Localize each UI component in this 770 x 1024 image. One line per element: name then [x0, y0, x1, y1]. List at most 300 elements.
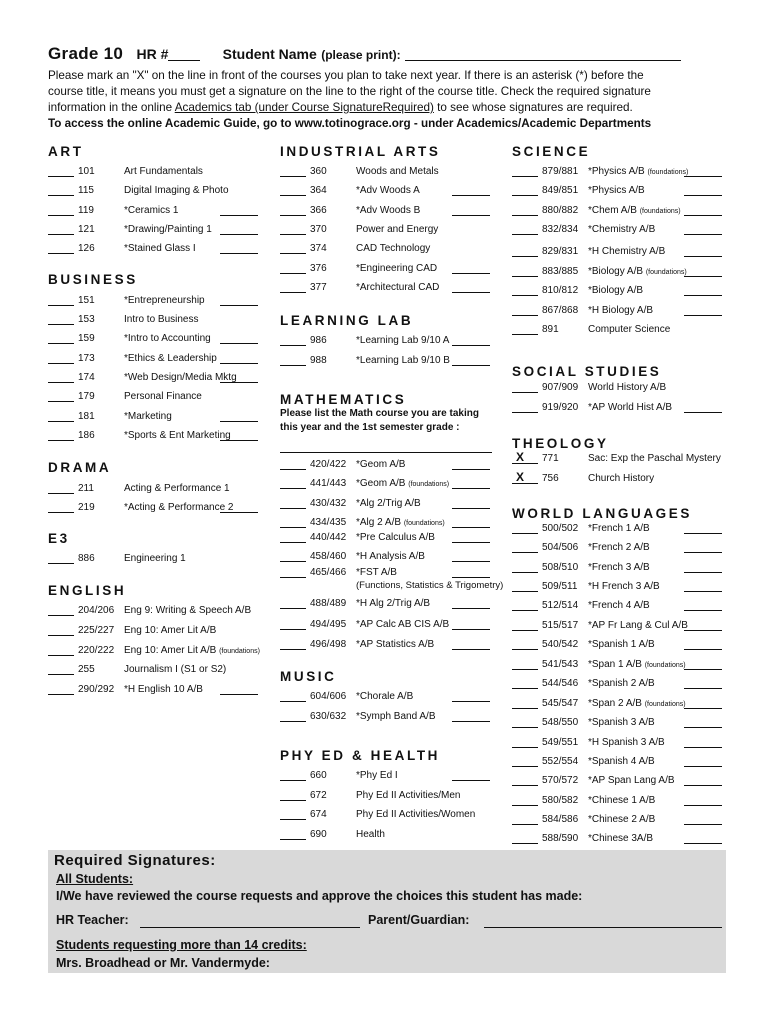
section-e3: E3	[48, 531, 70, 546]
course-select-line[interactable]	[512, 561, 538, 573]
course-name: Eng 10: Amer Lit A/B	[124, 625, 217, 636]
course-select-line[interactable]	[280, 789, 306, 801]
course-select-line[interactable]	[512, 774, 538, 786]
course-name: *H Alg 2/Trig A/B	[356, 598, 431, 609]
course-number: 376	[310, 263, 327, 274]
signature-line[interactable]	[220, 294, 258, 306]
course-select-line[interactable]	[48, 501, 74, 513]
course-select-line[interactable]	[280, 458, 306, 470]
course-number: 179	[78, 391, 95, 402]
course-select-line[interactable]	[280, 334, 306, 346]
signature-line[interactable]	[452, 497, 490, 509]
course-number: 544/546	[542, 678, 579, 689]
section-business: BUSINESS	[48, 272, 138, 287]
course-select-line[interactable]	[280, 184, 306, 196]
course-select-line[interactable]	[280, 477, 306, 489]
course-name: *Entrepreneurship	[124, 295, 205, 306]
course-number: 153	[78, 314, 95, 325]
course-number: 225/227	[78, 625, 115, 636]
signature-line[interactable]	[684, 165, 722, 177]
signature-line[interactable]	[684, 580, 722, 592]
course-select-line[interactable]	[280, 204, 306, 216]
course-select-line[interactable]	[280, 618, 306, 630]
course-number: 211	[78, 483, 94, 494]
course-name: *H Chemistry A/B	[588, 246, 666, 257]
course-name: *Ceramics 1	[124, 205, 179, 216]
form-header	[48, 44, 681, 64]
signature-line[interactable]	[684, 304, 722, 316]
signature-line[interactable]	[452, 597, 490, 609]
course-select-line[interactable]	[512, 204, 538, 216]
course-select-line[interactable]	[48, 332, 74, 344]
signature-line[interactable]	[684, 245, 722, 257]
course-name: *AP World Hist A/B	[588, 402, 673, 413]
course-number: 374	[310, 243, 327, 254]
course-select-line[interactable]	[512, 813, 538, 825]
course-name: *Chinese 1 A/B	[588, 795, 656, 806]
course-number: 126	[78, 243, 95, 254]
course-name: Eng 10: Amer Lit A/B (foundations)	[124, 645, 260, 656]
course-number: 919/920	[542, 402, 579, 413]
course-name: *Phy Ed I	[356, 770, 398, 781]
course-select-line[interactable]	[512, 755, 538, 767]
course-number: 119	[78, 205, 94, 216]
course-name: *Span 1 A/B (foundations)	[588, 659, 686, 670]
section-art: ART	[48, 144, 84, 159]
course-name: *FST A/B	[356, 567, 397, 578]
section-mathematics: MATHEMATICS	[280, 392, 407, 407]
course-number: 364	[310, 185, 327, 196]
hr-teacher-signature-field[interactable]	[140, 914, 360, 928]
course-name: *Architectural CAD	[356, 282, 440, 293]
course-select-line[interactable]	[512, 323, 538, 335]
course-select-line[interactable]	[280, 165, 306, 177]
course-number: 552/554	[542, 756, 579, 767]
course-number: 508/510	[542, 562, 579, 573]
course-name: *Symph Band A/B	[356, 711, 436, 722]
course-subtitle: (Functions, Statistics & Trigometry)	[356, 580, 504, 591]
course-select-line[interactable]	[280, 597, 306, 609]
course-name: *French 1 A/B	[588, 523, 650, 534]
section-drama: DRAMA	[48, 460, 112, 475]
course-name: *Learning Lab 9/10 B	[356, 355, 450, 366]
course-name: *Spanish 2 A/B	[588, 678, 655, 689]
course-name: *H Biology A/B	[588, 305, 654, 316]
more-credits-label: Students requesting more than 14 credits:	[56, 938, 307, 952]
course-select-line[interactable]	[280, 516, 306, 528]
course-name: *Intro to Accounting	[124, 333, 211, 344]
course-select-line[interactable]	[280, 497, 306, 509]
section-english: ENGLISH	[48, 583, 127, 598]
course-name: *AP Calc AB CIS A/B	[356, 619, 450, 630]
course-name: *French 3 A/B	[588, 562, 650, 573]
course-name: *AP Statistics A/B	[356, 639, 435, 650]
section-theology: THEOLOGY	[512, 436, 609, 451]
signature-line[interactable]	[452, 516, 490, 528]
all-students-label: All Students:	[56, 872, 134, 886]
course-name: Personal Finance	[124, 391, 202, 402]
parent-guardian-label: Parent/Guardian:	[368, 913, 470, 927]
course-name: *Adv Woods B	[356, 205, 421, 216]
signature-line[interactable]	[452, 281, 490, 293]
math-note: Please list the Math course you are taking this year and the 1st semester grade :	[280, 408, 479, 433]
course-select-line[interactable]	[280, 354, 306, 366]
course-number: 509/511	[542, 581, 578, 592]
course-name: *Adv Woods A	[356, 185, 420, 196]
course-number: 458/460	[310, 551, 347, 562]
signature-line[interactable]	[452, 458, 490, 470]
course-number: 181	[78, 411, 95, 422]
course-number: 101	[78, 166, 95, 177]
course-name: *Spanish 3 A/B	[588, 717, 655, 728]
signature-line[interactable]	[452, 710, 490, 722]
course-number: 810/812	[542, 285, 579, 296]
signature-line[interactable]	[220, 223, 258, 235]
course-name: *Marketing	[124, 411, 172, 422]
section-phy-ed: PHY ED & HEALTH	[280, 748, 441, 763]
course-name: *Chinese 2 A/B	[588, 814, 656, 825]
course-number: 771	[542, 453, 559, 464]
course-number: 829/831	[542, 246, 579, 257]
course-number: 121	[78, 224, 95, 235]
signature-line[interactable]	[684, 561, 722, 573]
course-number: 570/572	[542, 775, 579, 786]
course-select-line[interactable]	[48, 604, 74, 616]
signature-line[interactable]	[452, 566, 490, 578]
signature-line[interactable]	[452, 618, 490, 630]
signature-line[interactable]	[684, 522, 722, 534]
course-number: 204/206	[78, 605, 115, 616]
approvers-label: Mrs. Broadhead or Mr. Vandermyde:	[56, 956, 270, 970]
academics-tab-link[interactable]: Academics tab (under Course SignatureRequired)	[174, 101, 434, 114]
course-name: *French 2 A/B	[588, 542, 650, 553]
signature-line[interactable]	[220, 371, 258, 383]
signature-line[interactable]	[452, 769, 490, 781]
x-mark: X	[516, 450, 525, 464]
course-name: *Chemistry A/B	[588, 224, 656, 235]
course-name: *Geom A/B	[356, 459, 406, 470]
course-name: *Spanish 1 A/B	[588, 639, 655, 650]
approval-statement: I/We have reviewed the course requests and approve the choices this student has made:	[56, 889, 583, 903]
signatures-title: Required Signatures:	[54, 852, 216, 869]
course-number: 986	[310, 335, 327, 346]
course-select-line[interactable]	[48, 294, 74, 306]
signature-line[interactable]	[452, 477, 490, 489]
course-select-line[interactable]	[280, 223, 306, 235]
course-select-line[interactable]	[512, 541, 538, 553]
section-social-studies: SOCIAL STUDIES	[512, 364, 662, 379]
signature-line[interactable]	[684, 638, 722, 650]
section-industrial-arts: INDUSTRIAL ARTS	[280, 144, 441, 159]
course-number: 548/550	[542, 717, 579, 728]
course-select-line[interactable]	[512, 223, 538, 235]
signature-line[interactable]	[684, 223, 722, 235]
course-number: 849/851	[542, 185, 579, 196]
course-name: Health	[356, 829, 385, 840]
course-select-line[interactable]	[48, 663, 74, 675]
course-name: *Acting & Performance 2	[124, 502, 234, 513]
course-number: 660	[310, 770, 327, 781]
course-select-line[interactable]	[280, 828, 306, 840]
course-name: *Drawing/Painting 1	[124, 224, 212, 235]
course-name: *Engineering CAD	[356, 263, 438, 274]
course-number: 880/882	[542, 205, 579, 216]
signature-line[interactable]	[452, 690, 490, 702]
course-select-line[interactable]	[512, 716, 538, 728]
course-number: 515/517	[542, 620, 579, 631]
course-number: 420/422	[310, 459, 347, 470]
course-number: 496/498	[310, 639, 347, 650]
course-number: 219	[78, 502, 95, 513]
course-name: *Web Design/Media Mktg	[124, 372, 237, 383]
course-name: *Physics A/B (foundations)	[588, 166, 689, 177]
course-select-line[interactable]	[48, 242, 74, 254]
course-number: 465/466	[310, 567, 347, 578]
academic-guide-note: To access the online Academic Guide, go to www.totinograce.org - under Academics/Academic Departments	[48, 117, 652, 130]
signature-line[interactable]	[684, 184, 722, 196]
course-number: 549/551	[542, 737, 579, 748]
course-select-line[interactable]	[512, 304, 538, 316]
signature-line[interactable]	[684, 541, 722, 553]
section-world-languages: WORLD LANGUAGES	[512, 506, 692, 521]
course-name: Phy Ed II Activities/Men	[356, 790, 461, 801]
course-name: Computer Science	[588, 324, 671, 335]
hr-label: HR #	[136, 46, 169, 62]
course-number: 672	[310, 790, 327, 801]
signature-line[interactable]	[452, 262, 490, 274]
course-select-line[interactable]	[512, 401, 538, 413]
course-select-line[interactable]	[48, 184, 74, 196]
student-name-label: Student Name	[222, 46, 317, 62]
instructions-line: Please mark an "X" on the line in front of the courses you plan to take next year. If there is an asterisk (*) before the	[48, 69, 644, 82]
signature-line[interactable]	[684, 677, 722, 689]
course-number: 115	[78, 185, 94, 196]
course-select-line[interactable]	[48, 204, 74, 216]
course-select-line[interactable]	[280, 638, 306, 650]
course-number: 494/495	[310, 619, 347, 630]
course-name: *Chem A/B (foundations)	[588, 205, 681, 216]
course-name: Power and Energy	[356, 224, 439, 235]
course-select-line[interactable]	[48, 624, 74, 636]
signature-line[interactable]	[220, 683, 258, 695]
course-number: 488/489	[310, 598, 347, 609]
signature-line[interactable]	[684, 794, 722, 806]
course-name: Journalism I (S1 or S2)	[124, 664, 227, 675]
signature-line[interactable]	[220, 352, 258, 364]
course-select-line[interactable]	[512, 677, 538, 689]
course-name: *Alg 2/Trig A/B	[356, 498, 421, 509]
course-select-line[interactable]	[48, 429, 74, 441]
course-select-line[interactable]	[512, 580, 538, 592]
course-select-line[interactable]	[280, 808, 306, 820]
student-name-note: (please print):	[321, 48, 401, 62]
course-number: 883/885	[542, 266, 579, 277]
course-select-line[interactable]	[512, 794, 538, 806]
course-name: *Pre Calculus A/B	[356, 532, 435, 543]
course-number: 580/582	[542, 795, 579, 806]
course-number: 756	[542, 473, 559, 484]
course-number: 290/292	[78, 684, 115, 695]
course-select-line[interactable]	[280, 690, 306, 702]
course-select-line[interactable]	[280, 550, 306, 562]
course-select-line[interactable]	[48, 552, 74, 564]
signature-line[interactable]	[220, 204, 258, 216]
instructions-line: information in the online Academics tab (under Course SignatureRequired) to see whose signatures are required.	[48, 101, 633, 114]
course-name: *French 4 A/B	[588, 600, 650, 611]
course-number: 512/514	[542, 600, 579, 611]
signature-line[interactable]	[684, 658, 722, 670]
course-select-line[interactable]	[512, 599, 538, 611]
course-name: *Physics A/B	[588, 185, 645, 196]
course-number: 430/432	[310, 498, 347, 509]
signature-line[interactable]	[684, 736, 722, 748]
section-learning-lab: LEARNING LAB	[280, 313, 414, 328]
course-number: 879/881	[542, 166, 579, 177]
course-name: *H Analysis A/B	[356, 551, 425, 562]
course-number: 604/606	[310, 691, 347, 702]
course-select-line[interactable]	[48, 390, 74, 402]
signature-line[interactable]	[684, 599, 722, 611]
instructions	[48, 68, 748, 132]
course-name: *Spanish 4 A/B	[588, 756, 655, 767]
signature-line[interactable]	[220, 501, 258, 513]
course-number: 504/506	[542, 542, 579, 553]
math-current-course-field[interactable]	[280, 439, 492, 453]
course-select-line[interactable]	[48, 371, 74, 383]
course-name: *H English 10 A/B	[124, 684, 203, 695]
course-name: Engineering 1	[124, 553, 186, 564]
course-name: World History A/B	[588, 382, 667, 393]
course-number: 360	[310, 166, 327, 177]
course-select-line[interactable]	[512, 638, 538, 650]
course-name: *Geom A/B (foundations)	[356, 478, 450, 489]
course-select-line[interactable]	[512, 265, 538, 277]
course-number: 907/909	[542, 382, 579, 393]
course-name: *H Spanish 3 A/B	[588, 737, 665, 748]
signature-line[interactable]	[220, 242, 258, 254]
course-number: 674	[310, 809, 327, 820]
course-select-line[interactable]	[48, 482, 74, 494]
course-name: *Ethics & Leadership	[124, 353, 217, 364]
course-select-line[interactable]	[48, 410, 74, 422]
signature-line[interactable]	[684, 755, 722, 767]
course-number: 220/222	[78, 645, 115, 656]
course-number: 867/868	[542, 305, 579, 316]
signature-line[interactable]	[684, 774, 722, 786]
instructions-line: course title, it means you must get a signature on the line to the right of the course title. Check the required signature	[48, 85, 651, 98]
signature-line[interactable]	[684, 265, 722, 277]
course-select-line[interactable]	[280, 531, 306, 543]
course-select-line[interactable]	[512, 284, 538, 296]
course-number: 690	[310, 829, 327, 840]
course-number: 159	[78, 333, 95, 344]
course-select-line[interactable]	[48, 352, 74, 364]
course-name: *Learning Lab 9/10 A	[356, 335, 450, 346]
course-name: *Biology A/B (foundations)	[588, 266, 687, 277]
signature-line[interactable]	[452, 550, 490, 562]
course-select-line[interactable]	[280, 710, 306, 722]
course-name: Intro to Business	[124, 314, 199, 325]
signature-line[interactable]	[220, 332, 258, 344]
course-name: *Stained Glass I	[124, 243, 196, 254]
course-select-line[interactable]	[512, 658, 538, 670]
course-select-line[interactable]	[48, 683, 74, 695]
signature-line[interactable]	[220, 410, 258, 422]
course-number: 366	[310, 205, 327, 216]
required-signatures-panel	[48, 850, 726, 973]
course-name: *Chinese 3A/B	[588, 833, 654, 844]
parent-signature-field[interactable]	[484, 914, 722, 928]
course-select-line[interactable]	[280, 769, 306, 781]
course-select-line[interactable]	[280, 566, 306, 578]
signature-line[interactable]	[452, 531, 490, 543]
course-select-line[interactable]	[512, 619, 538, 631]
course-select-line[interactable]	[512, 245, 538, 257]
course-select-line[interactable]	[280, 242, 306, 254]
signature-line[interactable]	[684, 832, 722, 844]
course-name: *AP Fr Lang & Cul A/B	[588, 620, 688, 631]
course-name: Woods and Metals	[356, 166, 439, 177]
x-mark: X	[516, 470, 525, 484]
signature-line[interactable]	[684, 697, 722, 709]
course-number: 988	[310, 355, 327, 366]
course-select-line[interactable]	[512, 832, 538, 844]
course-number: 832/834	[542, 224, 579, 235]
course-select-line[interactable]	[48, 165, 74, 177]
course-number: 540/542	[542, 639, 579, 650]
course-number: 500/502	[542, 523, 579, 534]
hr-number-field[interactable]	[168, 46, 200, 61]
course-number: 891	[542, 324, 559, 335]
course-number: 173	[78, 353, 95, 364]
course-name: Sac: Exp the Paschal Mystery	[588, 453, 721, 464]
course-select-line[interactable]	[512, 697, 538, 709]
grade-title: Grade 10	[48, 44, 124, 63]
course-select-line[interactable]	[280, 262, 306, 274]
course-select-line[interactable]	[512, 381, 538, 393]
student-name-field[interactable]	[405, 46, 681, 61]
signature-line[interactable]	[684, 813, 722, 825]
signature-line[interactable]	[452, 638, 490, 650]
course-name: *H French 3 A/B	[588, 581, 660, 592]
signature-line[interactable]	[452, 204, 490, 216]
hr-teacher-label: HR Teacher:	[56, 913, 129, 927]
course-number: 377	[310, 282, 327, 293]
course-number: 174	[78, 372, 95, 383]
course-number: 440/442	[310, 532, 347, 543]
signature-line[interactable]	[452, 184, 490, 196]
signature-line[interactable]	[220, 429, 258, 441]
course-number: 434/435	[310, 517, 347, 528]
course-select-line[interactable]	[48, 644, 74, 656]
course-select-line[interactable]	[280, 281, 306, 293]
signature-line[interactable]	[684, 401, 722, 413]
signature-line[interactable]	[684, 204, 722, 216]
signature-line[interactable]	[452, 354, 490, 366]
signature-line[interactable]	[684, 284, 722, 296]
course-select-line[interactable]	[512, 165, 538, 177]
course-select-line[interactable]	[48, 223, 74, 235]
signature-line[interactable]	[452, 334, 490, 346]
signature-line[interactable]	[684, 716, 722, 728]
course-name: *Span 2 A/B (foundations)	[588, 698, 686, 709]
signature-line[interactable]	[684, 619, 722, 631]
course-name: *Biology A/B	[588, 285, 644, 296]
course-select-line[interactable]	[512, 184, 538, 196]
course-select-line[interactable]	[512, 736, 538, 748]
course-select-line[interactable]	[48, 313, 74, 325]
course-select-line[interactable]	[512, 522, 538, 534]
